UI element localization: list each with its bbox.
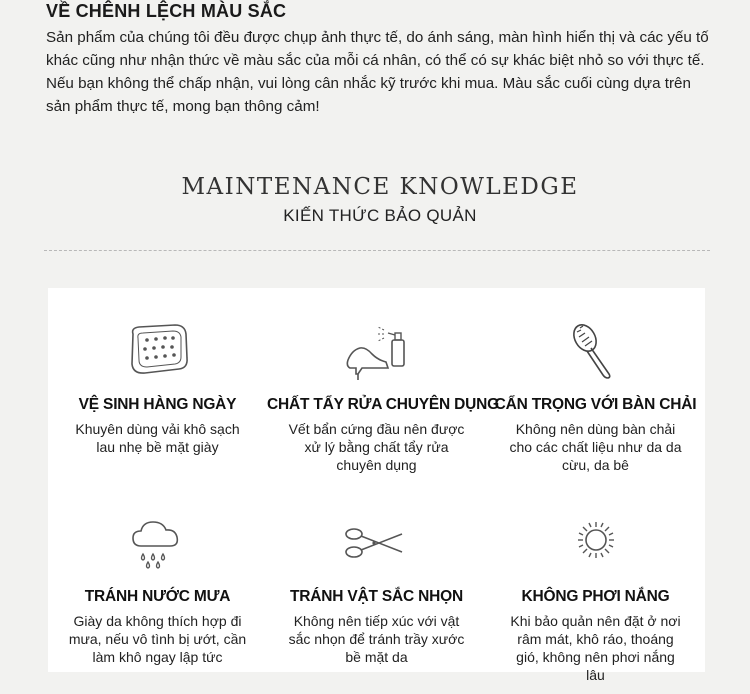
maintenance-heading-vi: KIẾN THỨC BẢO QUẢN bbox=[283, 206, 477, 225]
item-desc: Giày da không thích hợp đi mưa, nếu vô tình bị ướt, cần làm khô ngay lập tức bbox=[68, 613, 247, 665]
scissors-icon bbox=[342, 514, 412, 572]
maintenance-item-rain bbox=[48, 514, 267, 666]
brush-icon bbox=[561, 322, 631, 380]
shoe-spray-icon bbox=[342, 322, 412, 380]
item-title: VỆ SINH HÀNG NGÀY bbox=[78, 396, 237, 413]
maintenance-card bbox=[48, 288, 705, 683]
item-desc: Khuyên dùng vải khô sạch lau nhẹ bề mặt giày bbox=[75, 421, 240, 455]
color-difference-section bbox=[46, 0, 716, 118]
wipe-cloth-icon bbox=[123, 322, 193, 380]
item-desc: Không nên dùng bàn chải cho các chất liệu như da da cừu, da bê bbox=[509, 421, 682, 473]
item-title: CẨN TRỌNG VỚI BÀN CHẢI bbox=[494, 396, 697, 413]
color-difference-title: VỀ CHÊNH LỆCH MÀU SẮC bbox=[46, 1, 287, 21]
item-desc: Không nên tiếp xúc với vật sắc nhọn để tránh trầy xước bề mặt da bbox=[288, 613, 465, 665]
item-title: CHẤT TẨY RỬA CHUYÊN DỤNG bbox=[267, 396, 499, 413]
item-title: KHÔNG PHƠI NẮNG bbox=[521, 588, 670, 605]
maintenance-item-cleaner bbox=[267, 322, 499, 474]
maintenance-heading bbox=[0, 172, 750, 226]
maintenance-heading-en: MAINTENANCE KNOWLEDGE bbox=[181, 174, 579, 200]
dashed-divider bbox=[44, 250, 710, 251]
item-desc: Khi bảo quản nên đặt ở nơi râm mát, khô ráo, thoáng gió, không nên phơi nắng lâu bbox=[510, 613, 681, 683]
maintenance-item-sun bbox=[486, 514, 705, 684]
sun-icon bbox=[561, 514, 631, 572]
maintenance-item-brush bbox=[486, 322, 705, 474]
maintenance-item-daily-clean bbox=[48, 322, 267, 456]
rain-cloud-icon bbox=[123, 514, 193, 572]
item-title: TRÁNH NƯỚC MƯA bbox=[84, 588, 231, 605]
color-difference-body: Sản phẩm của chúng tôi đều được chụp ảnh thực tế, do ánh sáng, màn hình hiển thị và các yếu tố khác cũng như nhận thức về màu sắc của mỗi cá nhân, có thể có sự khác biệt nhỏ so với thực tế. Nếu bạn không thể chấp nhận, vui lòng cân nhắc kỹ trước khi mua. Màu sắc cuối cùng dựa trên sản phẩm thực tế, mong bạn thông cảm! bbox=[46, 29, 709, 115]
maintenance-item-sharp bbox=[267, 514, 486, 666]
item-desc: Vết bẩn cứng đầu nên được xử lý bằng chất tẩy rửa chuyên dụng bbox=[288, 421, 465, 473]
item-title: TRÁNH VẬT SẮC NHỌN bbox=[290, 588, 463, 605]
